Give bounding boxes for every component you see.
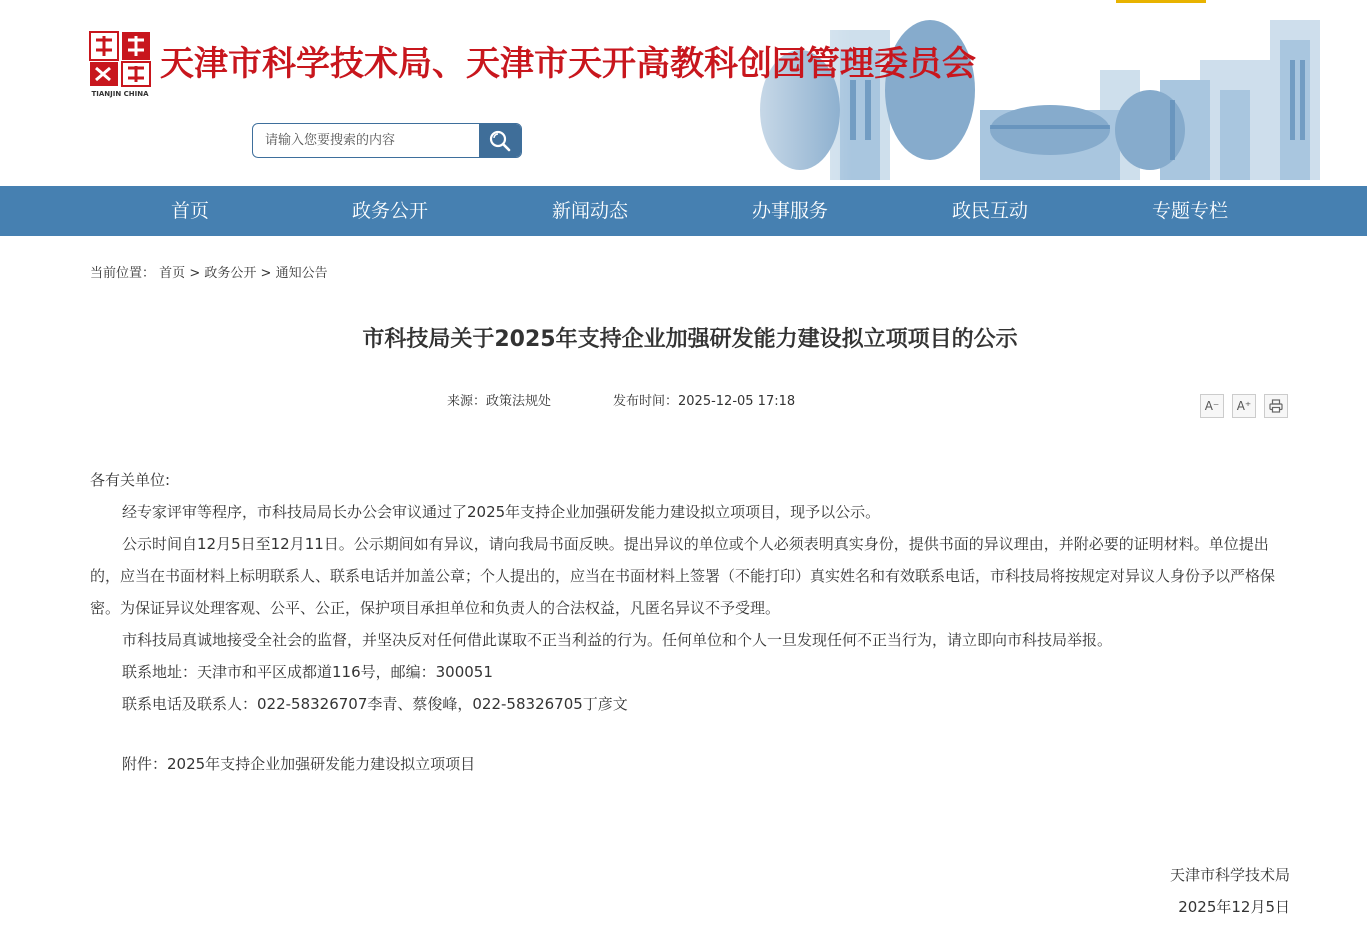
signature-date: 2025年12月5日 [1178, 898, 1290, 916]
article-paragraph: 市科技局真诚地接受全社会的监督，并坚决反对任何借此谋取不正当利益的行为。任何单位和个人一旦发现任何不正当行为，请立即向市科技局举报。 [122, 631, 1113, 649]
breadcrumb [90, 262, 328, 281]
site-header [0, 0, 1367, 186]
search-input[interactable] [253, 124, 481, 157]
contact-address: 联系地址：天津市和平区成都道116号，邮编：300051 [122, 663, 493, 681]
article-paragraph: 公示时间自12月5日至12月11日。公示期间如有异议，请向我局书面反映。提出异议的单位或个人必须表明真实身份，提供书面的异议理由，并附必要的证明材料。单位提出的，应当在书面材料上标明联系人、联系电话并加盖公章；个人提出的，应当在书面材料上签署（不能打印）真实姓名和有效联系电话，市科技局将按规定对异议人身份予以严格保密。为保证异议处理客观、公平、公正，保护项目承担单位和负责人的合法权益，凡匿名异议不予受理。 [90, 535, 1276, 617]
logo-caption: TIANJIN CHINA [91, 90, 149, 98]
nav-item-interaction[interactable]: 政民互动 [951, 200, 1028, 222]
nav-item-gov-affairs[interactable]: 政务公开 [351, 200, 428, 222]
print-button[interactable] [1264, 394, 1288, 418]
nav-item-services[interactable]: 办事服务 [751, 200, 828, 222]
print-icon [1269, 399, 1283, 413]
site-title: 天津市科学技术局、天津市天开高教科创园管理委员会 [160, 44, 976, 84]
breadcrumb-item-home[interactable]: 首页 [159, 266, 186, 281]
article-source: 来源：政策法规处 [447, 394, 552, 409]
article-salutation: 各有关单位: [90, 471, 171, 489]
breadcrumb-item-gov-affairs[interactable]: 政务公开 [204, 266, 257, 281]
nav-item-special-topics[interactable]: 专题专栏 [1151, 200, 1228, 222]
breadcrumb-item-notices[interactable]: 通知公告 [275, 266, 328, 281]
site-logo[interactable] [88, 30, 152, 98]
article-publish-time: 发布时间：2025-12-05 17:18 [613, 394, 796, 409]
nav-item-news[interactable]: 新闻动态 [551, 200, 628, 222]
search-icon [488, 129, 512, 153]
attachment-link[interactable]: 附件：2025年支持企业加强研发能力建设拟立项项目 [122, 755, 476, 773]
article-title: 市科技局关于2025年支持企业加强研发能力建设拟立项项目的公示 [362, 327, 1018, 352]
contact-phone: 联系电话及联系人：022-58326707李青、蔡俊峰，022-58326705丁彦文 [122, 695, 628, 713]
main-nav [0, 186, 1367, 236]
breadcrumb-separator: > [189, 266, 201, 281]
signature-org: 天津市科学技术局 [1169, 866, 1290, 884]
header-building-illustration [680, 0, 1367, 186]
breadcrumb-prefix: 当前位置： [90, 266, 156, 281]
search-box [252, 123, 522, 158]
article-body [90, 464, 1292, 780]
font-decrease-button[interactable]: A⁻ [1200, 394, 1224, 418]
search-button[interactable] [479, 124, 521, 157]
article-paragraph: 经专家评审等程序，市科技局局长办公会审议通过了2025年支持企业加强研发能力建设拟立项项目，现予以公示。 [122, 503, 881, 521]
nav-item-home[interactable]: 首页 [170, 200, 209, 222]
breadcrumb-separator: > [260, 266, 272, 281]
font-increase-button[interactable]: A⁺ [1232, 394, 1256, 418]
